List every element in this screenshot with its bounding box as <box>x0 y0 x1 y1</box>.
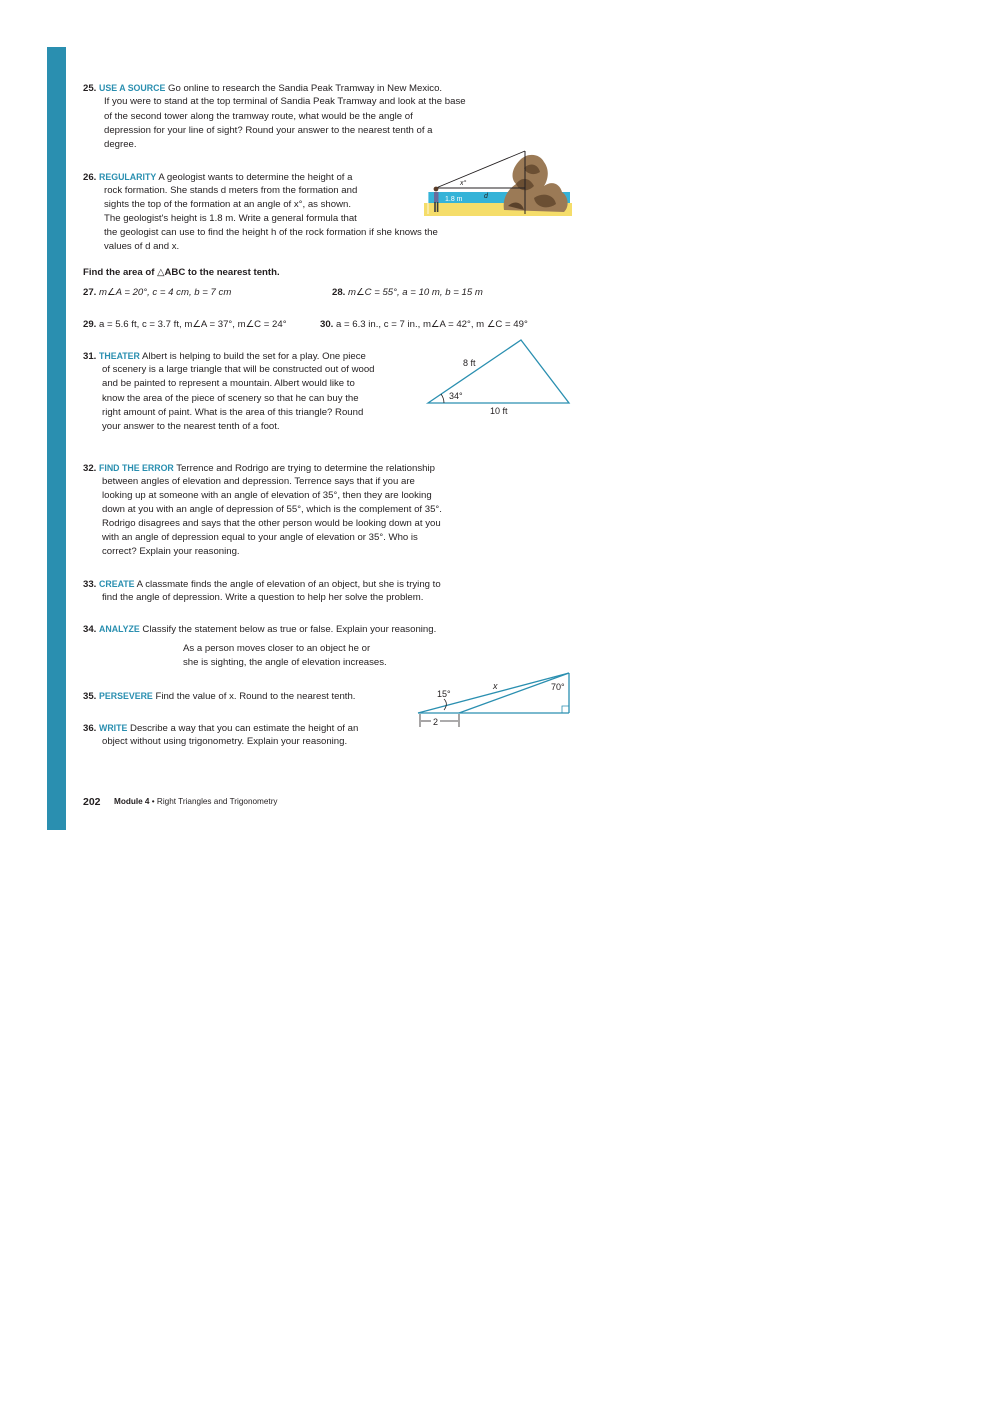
problem-36 <box>83 721 358 736</box>
problem-number: 27. <box>83 287 97 298</box>
problem-tag: USE A SOURCE <box>99 83 166 93</box>
height-label: 1.8 m <box>445 196 463 203</box>
quoted-statement-line: As a person moves closer to an object he or <box>183 643 371 654</box>
problem-text-line: If you were to stand at the top terminal of Sandia Peak Tramway and look at the base <box>104 96 466 107</box>
side-label-10ft: 10 ft <box>490 406 508 416</box>
problem-text-line: rock formation. She stands d meters from the formation and <box>104 185 358 196</box>
problem-number: 29. <box>83 319 97 330</box>
problem-text: m∠A = 20°, c = 4 cm, b = 7 cm <box>99 287 232 298</box>
problem-number: 31. <box>83 351 97 362</box>
problem-text-line: of the second tower along the tramway route, what would be the angle of <box>104 111 413 122</box>
problem-35 <box>83 689 355 704</box>
short-hypotenuse <box>459 673 569 713</box>
problem-number: 26. <box>83 172 97 183</box>
problem-text-line: find the angle of depression. Write a question to help her solve the problem. <box>102 592 424 603</box>
problem-tag: ANALYZE <box>99 624 140 634</box>
side-label-8ft: 8 ft <box>463 358 476 368</box>
page-number: 202 <box>83 796 101 808</box>
problem-32 <box>83 461 435 476</box>
problem-28 <box>332 286 483 300</box>
scenery-triangle-figure <box>420 336 576 420</box>
page-footer <box>114 797 278 806</box>
right-angle-mark <box>562 706 569 713</box>
problem-text-line: with an angle of depression equal to your angle of elevation or 35°. Who is <box>102 532 418 543</box>
section-heading: Find the area of △ABC to the nearest tenth. <box>83 267 280 278</box>
problem-31 <box>83 349 366 364</box>
accent-side-bar <box>47 47 66 830</box>
problem-text-line: Rodrigo disagrees and says that the other person would be looking down at you <box>102 518 441 529</box>
problem-text: a = 6.3 in., c = 7 in., m∠A = 42°, m ∠C = 49° <box>336 319 528 330</box>
rock-formation-figure <box>424 148 574 218</box>
problem-number: 30. <box>320 319 334 330</box>
quoted-statement-line: she is sighting, the angle of elevation increases. <box>183 657 387 668</box>
problem-text-line: depression for your line of sight? Round your answer to the nearest tenth of a <box>104 125 433 136</box>
problem-text: Find the value of x. Round to the nearest tenth. <box>155 691 356 702</box>
angle-label-34: 34° <box>449 391 463 401</box>
problem-text: Describe a way that you can estimate the height of an <box>130 723 359 734</box>
problem-text-line: of scenery is a large triangle that will be constructed out of wood <box>102 364 375 375</box>
base-length-label: 2 <box>433 717 439 727</box>
problem-34 <box>83 622 436 637</box>
problem-text-line: the geologist can use to find the height h of the rock formation if she knows the <box>104 227 438 238</box>
problem-text-line: correct? Explain your reasoning. <box>102 546 240 557</box>
problem-text-line: and be painted to represent a mountain. Albert would like to <box>102 378 355 389</box>
problem-number: 25. <box>83 83 97 94</box>
sight-line <box>436 151 525 188</box>
problem-text: Classify the statement below as true or false. Explain your reasoning. <box>142 624 437 635</box>
problem-tag: WRITE <box>99 723 128 733</box>
problem-text-line: degree. <box>104 139 137 150</box>
problem-26 <box>83 170 352 185</box>
problem-25 <box>83 81 442 96</box>
problem-text-line: between angles of elevation and depression. Terrence says that if you are <box>102 476 415 487</box>
two-triangle-figure <box>414 670 576 732</box>
problem-tag: THEATER <box>99 351 140 361</box>
distance-label: d <box>484 193 488 200</box>
footer-separator: • <box>151 797 155 806</box>
module-title: Right Triangles and Trigonometry <box>156 797 278 806</box>
problem-text-line: sights the top of the formation at an angle of x°, as shown. <box>104 199 352 210</box>
angle-arc <box>444 699 446 710</box>
problem-text: Terrence and Rodrigo are trying to determine the relationship <box>176 463 435 474</box>
problem-tag: CREATE <box>99 579 135 589</box>
rock-shape <box>504 155 568 212</box>
problem-number: 34. <box>83 624 97 635</box>
problem-text-line: right amount of paint. What is the area of this triangle? Round <box>102 407 364 418</box>
problem-number: 32. <box>83 463 97 474</box>
problem-text: a = 5.6 ft, c = 3.7 ft, m∠A = 37°, m∠C = 24° <box>99 319 287 330</box>
problem-text-line: down at you with an angle of depression of 55°, which is the complement of 35°. <box>102 504 442 515</box>
problem-tag: REGULARITY <box>99 172 157 182</box>
problem-tag: FIND THE ERROR <box>99 463 174 473</box>
problem-29 <box>83 318 287 332</box>
problem-number: 33. <box>83 579 97 590</box>
problem-27 <box>83 286 231 300</box>
angle-label-15: 15° <box>437 689 451 699</box>
problem-text: Albert is helping to build the set for a play. One piece <box>142 351 366 362</box>
problem-text: A classmate finds the angle of elevation of an object, but she is trying to <box>136 579 441 590</box>
problem-33 <box>83 577 441 592</box>
problem-text-line: your answer to the nearest tenth of a foot. <box>102 421 280 432</box>
angle-label-70: 70° <box>551 682 565 692</box>
problem-text-line: know the area of the piece of scenery so that he can buy the <box>102 393 359 404</box>
variable-x-label: x <box>493 681 498 691</box>
problem-text-line: looking up at someone with an angle of elevation of 35°, then they are looking <box>102 490 432 501</box>
problem-text: m∠C = 55°, a = 10 m, b = 15 m <box>348 287 483 298</box>
problem-number: 35. <box>83 691 97 702</box>
angle-arc <box>441 394 444 403</box>
module-label: Module 4 <box>114 797 150 806</box>
problem-tag: PERSEVERE <box>99 691 153 701</box>
angle-label: x° <box>460 180 467 187</box>
problem-text-line: object without using trigonometry. Explain your reasoning. <box>102 736 348 747</box>
problem-30 <box>320 318 528 332</box>
problem-text-line: The geologist's height is 1.8 m. Write a general formula that <box>104 213 357 224</box>
problem-text: Go online to research the Sandia Peak Tramway in New Mexico. <box>168 83 443 94</box>
problem-number: 36. <box>83 723 97 734</box>
problem-text: A geologist wants to determine the height of a <box>158 172 353 183</box>
problem-text-line: values of d and x. <box>104 241 180 252</box>
problem-number: 28. <box>332 287 346 298</box>
